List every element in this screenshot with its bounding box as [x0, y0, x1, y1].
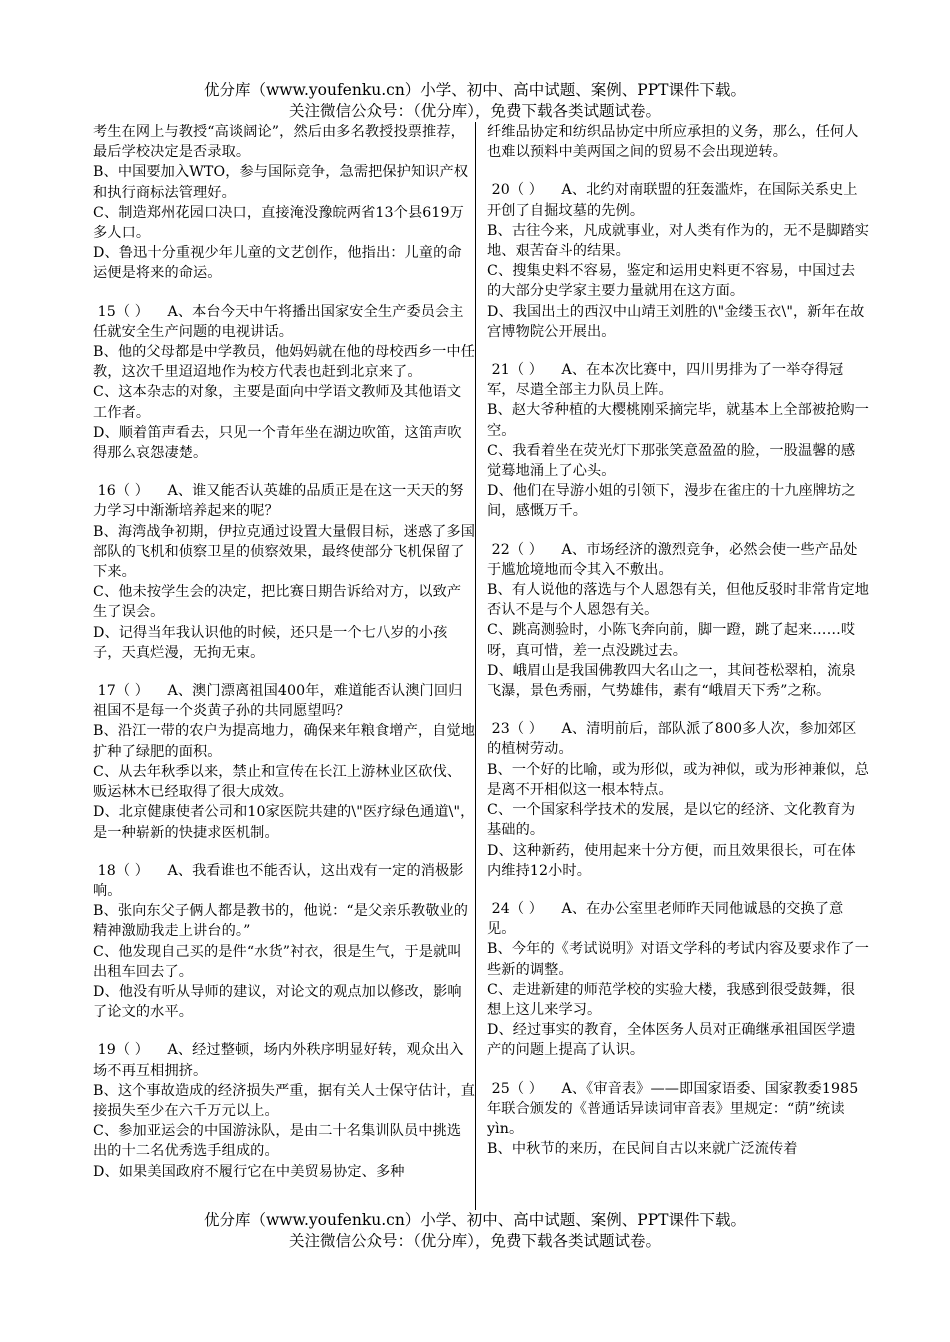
question-22	[487, 540, 869, 702]
option-d: D、北京健康使者公司和10家医院共建的\"医疗绿色通道\"，是一种崭新的快捷求医机制。	[93, 804, 475, 841]
option-b: B、今年的《考试说明》对语文学科的考试内容及要求作了一些新的调整。	[487, 941, 870, 978]
question-15	[93, 302, 475, 464]
page-footer	[0, 1210, 950, 1252]
option-b: B、张向东父子俩人都是教书的，他说：“是父亲乐教敬业的精神激励我走上讲台的。”	[93, 903, 469, 940]
option-b: B、赵大爷种植的大樱桃刚采摘完毕，就基本上全部被抢购一空。	[487, 402, 870, 439]
option-c: C、搜集史料不容易，鉴定和运用史料更不容易，中国过去的大部分史学家主要力量就用在这方面。	[487, 263, 856, 300]
column-divider	[475, 122, 476, 1210]
question-19	[93, 1040, 475, 1181]
option-d: D、这种新药，使用起来十分方便，而且效果很长，可在体内维持12小时。	[487, 842, 856, 879]
option-c: C、这本杂志的对象，主要是面向中学语文教师及其他语文工作者。	[93, 384, 462, 421]
option-d: D、峨眉山是我国佛教四大名山之一，其间苍松翠柏，流泉飞瀑，景色秀丽，气势雄伟，素有“峨眉天下秀”之称。	[487, 662, 856, 700]
option-b: B、他的父母都是中学教员，他妈妈就在他的母校西乡一中任教，这次千里迢迢地作为校方代表也赶到北京来了。	[93, 344, 476, 381]
option-c: C、我看着坐在荧光灯下那张笑意盈盈的脸，一股温馨的感觉蓦地涌上了心头。	[487, 442, 856, 480]
left-continuation	[93, 122, 475, 284]
footer-line-2: 关注微信公众号：（优分库），免费下载各类试题试卷。	[288, 1232, 661, 1250]
question-23	[487, 719, 869, 881]
question-18	[93, 861, 475, 1023]
option-a: 16（ ） A、谁又能否认英雄的品质正是在这一天天的努力学习中渐渐培养起来的呢？	[93, 483, 464, 520]
right-continuation	[487, 122, 869, 162]
header-line-1: 优分库（www.youfenku.cn）小学、初中、高中试题、案例、PPT课件下载。	[203, 81, 747, 99]
option-d: D、鲁迅十分重视少年儿童的文艺创作，他指出：儿童的命运便是将来的命运。	[93, 245, 462, 282]
page-header	[0, 80, 950, 122]
question-21	[487, 360, 869, 522]
option-d: D、记得当年我认识他的时候，还只是一个七八岁的小孩子，天真烂漫，无拘无束。	[93, 624, 448, 661]
question-16	[93, 481, 475, 663]
option-d: D、顺着笛声看去，只见一个青年坐在湖边吹笛，这笛声吹得那么哀怨凄楚。	[93, 424, 462, 462]
option-b: B、古往今来，凡成就事业，对人类有作为的，无不是脚踏实地、艰苦奋斗的结果。	[487, 222, 870, 260]
option-a: 20（ ） A、北约对南联盟的狂轰滥炸，在国际关系史上开创了自掘坟墓的先例。	[487, 182, 858, 219]
option-a: 22（ ） A、市场经济的激烈竞争，必然会使一些产品处于尴尬境地而令其入不敷出。	[487, 541, 858, 578]
option-a: 15（ ） A、本台今天中午将播出国家安全生产委员会主任就安全生产问题的电视讲话。	[93, 303, 464, 340]
left-column	[93, 122, 475, 1182]
option-b: B、中国要加入WTO，参与国际竞争，急需把保护知识产权和执行商标法管理好。	[93, 164, 469, 201]
question-24	[487, 899, 869, 1061]
option-b: B、一个好的比喻，或为形似，或为神似，或为形神兼似，总是离不开相似这一根本特点。	[487, 761, 870, 798]
question-20	[487, 180, 869, 342]
option-b: B、沿江一带的农户为提高地力，确保来年粮食增产，自觉地扩种了绿肥的面积。	[93, 723, 476, 760]
option-c: C、从去年秋季以来，禁止和宣传在长江上游林业区砍伐、贩运林木已经取得了很大成效。	[93, 763, 462, 801]
footer-line-1: 优分库（www.youfenku.cn）小学、初中、高中试题、案例、PPT课件下载。	[203, 1211, 747, 1229]
question-25	[487, 1079, 869, 1160]
header-line-2: 关注微信公众号：（优分库），免费下载各类试题试卷。	[288, 102, 661, 120]
option-d: D、经过事实的教育，全体医务人员对正确继承祖国医学遗产的问题上提高了认识。	[487, 1022, 856, 1059]
option-c: C、跳高测验时，小陈飞奔向前，脚一蹬，跳了起来……哎呀，真可惜，差一点没跳过去。	[487, 622, 856, 659]
option-a: 18（ ） A、我看谁也不能否认，这出戏有一定的消极影响。	[93, 862, 464, 899]
right-column	[487, 122, 869, 1159]
option-c: C、他未按学生会的决定，把比赛日期告诉给对方，以致产生了误会。	[93, 584, 462, 621]
option-d: D、我国出土的西汉中山靖王刘胜的\"金缕玉衣\"，新年在故宫博物院公开展出。	[487, 303, 865, 340]
continuation-line: 考生在网上与教授“高谈阔论”，然后由多名教授投票推荐，最后学校决定是否录取。	[93, 124, 465, 161]
option-b: B、这个事故造成的经济损失严重，据有关人士保守估计，直接损失至少在六千万元以上。	[93, 1082, 476, 1119]
option-b: B、有人说他的落选与个人恩怨有关，但他反驳时非常肯定地否认不是与个人恩怨有关。	[487, 582, 870, 619]
option-d: D、他们在导游小姐的引领下，漫步在雀庄的十九座牌坊之间，感慨万千。	[487, 483, 856, 520]
option-c: C、一个国家科学技术的发展，是以它的经济、文化教育为基础的。	[487, 802, 856, 839]
option-a: 25（ ） A、《审音表》——即国家语委、国家教委1985年联合颁发的《普通话异读词审音表》里规定：“荫”统读yìn。	[487, 1080, 859, 1137]
option-a: 17（ ） A、澳门漂离祖国400年，难道能否认澳门回归祖国不是每一个炎黄子孙的共同愿望吗？	[93, 683, 463, 720]
option-a: 19（ ） A、经过整顿，场内外秩序明显好转，观众出入场不再互相拥挤。	[93, 1042, 464, 1079]
option-b: B、中秋节的来历，在民间自古以来就广泛流传着	[487, 1141, 798, 1158]
option-c: C、他发现自己买的是件“水货”衬衣，很是生气，于是就叫出租车回去了。	[93, 943, 462, 980]
option-a: 23（ ） A、清明前后，部队派了800多人次，参加郊区的植树劳动。	[487, 721, 857, 758]
option-d: D、他没有听从导师的建议，对论文的观点加以修改，影响了论文的水平。	[93, 983, 462, 1021]
continuation-line: 纤维品协定和纺织品协定中所应承担的义务，那么，任何人也难以预料中美两国之间的贸易不会出现逆转。	[487, 124, 859, 161]
option-b: B、海湾战争初期，伊拉克通过设置大量假目标，迷惑了多国部队的飞机和侦察卫星的侦察效果，最终使部分飞机保留了下来。	[93, 523, 476, 581]
option-a: 21（ ） A、在本次比赛中，四川男排为了一举夺得冠军，尽遣全部主力队员上阵。	[487, 362, 844, 399]
option-d: D、如果美国政府不履行它在中美贸易协定、多种	[93, 1163, 405, 1180]
question-17	[93, 681, 475, 843]
option-a: 24（ ） A、在办公室里老师昨天同他诚恳的交换了意见。	[487, 900, 844, 938]
option-c: C、参加亚运会的中国游泳队，是由二十名集训队员中挑选出的十二名优秀选手组成的。	[93, 1123, 462, 1160]
option-c: C、走进新建的师范学校的实验大楼，我感到很受鼓舞，很想上这儿来学习。	[487, 981, 856, 1018]
option-c: C、制造郑州花园口决口，直接淹没豫皖两省13个县619万多人口。	[93, 204, 464, 242]
